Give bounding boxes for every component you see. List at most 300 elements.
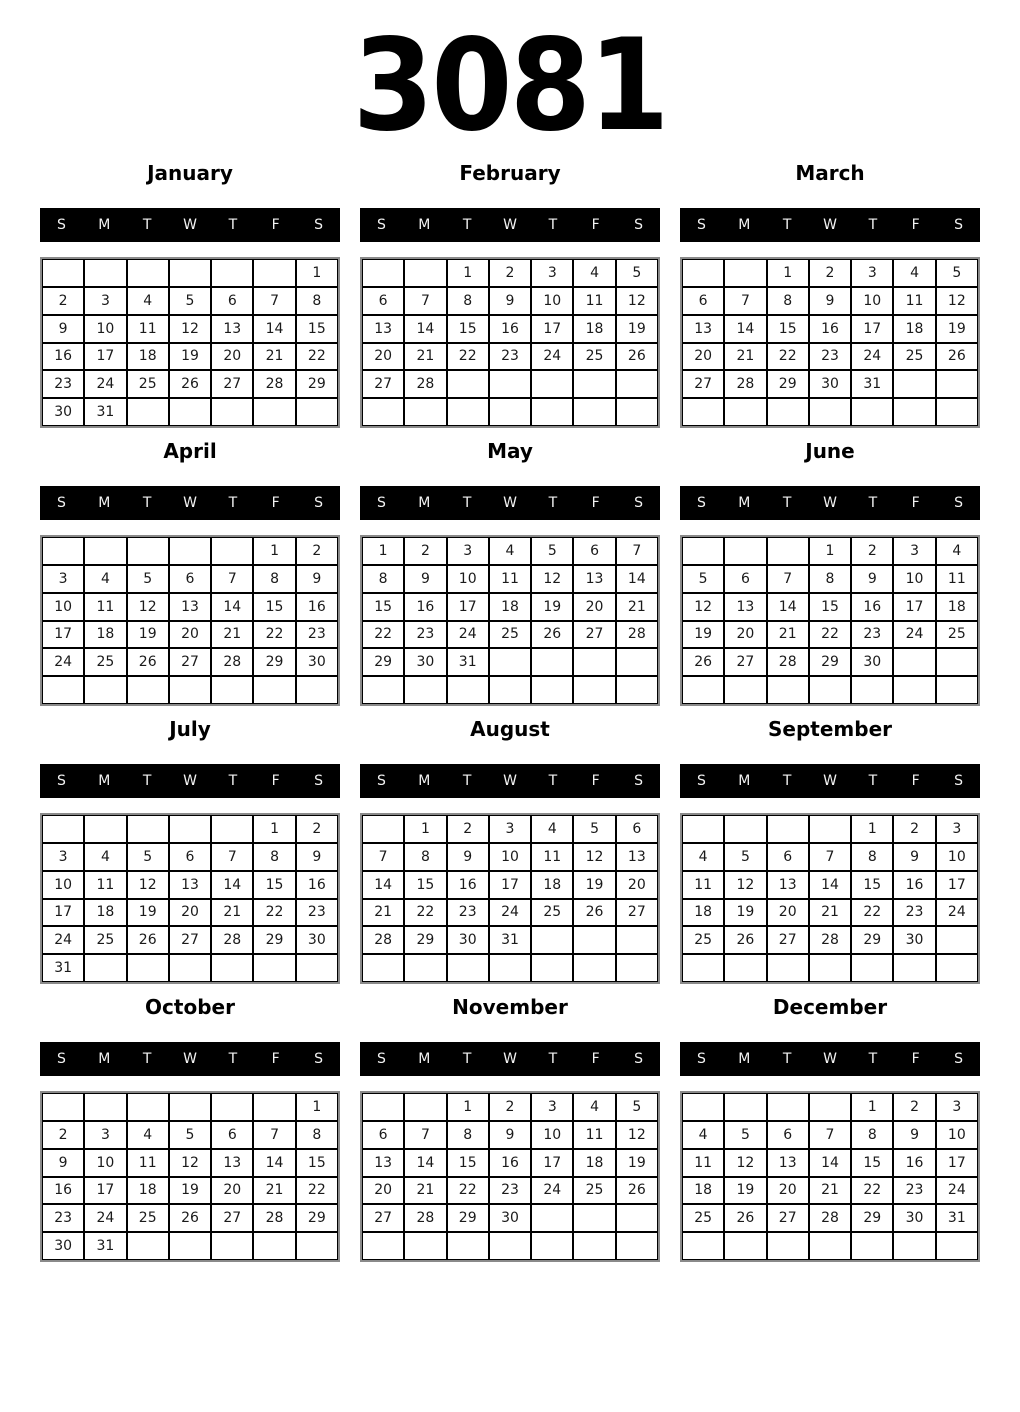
- day-cell-empty: [253, 1232, 295, 1260]
- day-cell: 9: [404, 565, 446, 593]
- day-cell-empty: [362, 1093, 404, 1121]
- day-cell: 25: [682, 1204, 724, 1232]
- weekday-header-cell: S: [376, 217, 386, 233]
- day-cell: 13: [767, 1149, 809, 1177]
- day-cell: 8: [362, 565, 404, 593]
- year-title-text: 3081: [352, 11, 668, 159]
- day-cell: 21: [809, 1177, 851, 1205]
- day-cell-empty: [127, 676, 169, 704]
- day-cell-empty: [211, 259, 253, 287]
- day-cell: 11: [936, 565, 978, 593]
- day-cell-empty: [169, 259, 211, 287]
- weekday-header-cell: T: [868, 495, 878, 511]
- day-cell-empty: [169, 1093, 211, 1121]
- day-cell: 30: [42, 398, 84, 426]
- weekday-header-cell: T: [548, 217, 558, 233]
- day-cell: 12: [531, 565, 573, 593]
- weekday-header-cell: S: [376, 495, 386, 511]
- day-cell: 18: [127, 343, 169, 371]
- weekday-header-cell: S: [634, 495, 644, 511]
- day-cell: 9: [296, 843, 338, 871]
- day-cell: 11: [489, 565, 531, 593]
- day-cell-empty: [851, 1232, 893, 1260]
- day-cell: 23: [489, 1177, 531, 1205]
- weekday-header-cell: F: [271, 495, 280, 511]
- day-cell-empty: [531, 926, 573, 954]
- day-cell-empty: [531, 1204, 573, 1232]
- day-cell: 5: [127, 843, 169, 871]
- day-cell: 27: [682, 370, 724, 398]
- day-cell: 21: [211, 899, 253, 927]
- day-cell: 8: [253, 565, 295, 593]
- day-cell: 9: [447, 843, 489, 871]
- day-cell: 16: [851, 593, 893, 621]
- day-cell: 23: [447, 899, 489, 927]
- day-cell: 7: [362, 843, 404, 871]
- day-cell: 3: [893, 537, 935, 565]
- day-cell: 7: [724, 287, 766, 315]
- day-cell-empty: [84, 954, 126, 982]
- day-cell: 19: [573, 871, 615, 899]
- month-title: June: [805, 439, 855, 463]
- day-grid: [360, 535, 660, 706]
- day-cell: 3: [42, 843, 84, 871]
- day-cell-empty: [616, 648, 658, 676]
- day-cell: 4: [682, 843, 724, 871]
- day-cell: 26: [531, 621, 573, 649]
- weekday-header-cell: F: [911, 1051, 920, 1067]
- day-cell: 12: [169, 1149, 211, 1177]
- day-cell-empty: [84, 537, 126, 565]
- day-cell: 5: [573, 815, 615, 843]
- day-cell: 27: [573, 621, 615, 649]
- day-cell: 19: [724, 899, 766, 927]
- day-cell: 21: [809, 899, 851, 927]
- day-cell-empty: [767, 954, 809, 982]
- day-cell: 1: [253, 537, 295, 565]
- day-cell-empty: [893, 370, 935, 398]
- day-cell: 12: [127, 593, 169, 621]
- weekday-header-cell: M: [418, 495, 431, 511]
- month-title: August: [470, 717, 550, 741]
- day-cell: 5: [682, 565, 724, 593]
- day-cell: 22: [767, 343, 809, 371]
- day-cell: 4: [489, 537, 531, 565]
- day-cell: 29: [296, 1204, 338, 1232]
- weekday-header-cell: T: [228, 773, 238, 789]
- weekday-header-cell: F: [591, 495, 600, 511]
- day-cell: 12: [616, 1121, 658, 1149]
- day-cell: 1: [447, 1093, 489, 1121]
- weekday-header-cell: M: [98, 495, 111, 511]
- day-cell: 15: [253, 593, 295, 621]
- day-cell: 9: [489, 287, 531, 315]
- day-cell-empty: [362, 259, 404, 287]
- day-cell: 18: [489, 593, 531, 621]
- weekday-header-cell: T: [462, 773, 472, 789]
- day-cell: 20: [724, 621, 766, 649]
- day-cell-empty: [404, 676, 446, 704]
- day-cell: 20: [211, 1177, 253, 1205]
- day-cell: 1: [296, 259, 338, 287]
- day-cell: 1: [253, 815, 295, 843]
- weekday-header-cell: S: [314, 1051, 324, 1067]
- day-cell: 25: [573, 1177, 615, 1205]
- weekday-header-cell: S: [696, 217, 706, 233]
- day-cell: 11: [84, 593, 126, 621]
- day-cell: 22: [809, 621, 851, 649]
- day-cell: 7: [253, 287, 295, 315]
- day-cell: 23: [489, 343, 531, 371]
- day-cell-empty: [296, 398, 338, 426]
- day-cell-empty: [767, 1093, 809, 1121]
- day-cell-empty: [893, 676, 935, 704]
- month-august: [360, 705, 660, 983]
- day-cell: 13: [169, 593, 211, 621]
- day-cell: 9: [893, 843, 935, 871]
- day-cell: 1: [851, 815, 893, 843]
- month-june: [680, 427, 980, 705]
- day-cell-empty: [489, 398, 531, 426]
- day-cell: 4: [682, 1121, 724, 1149]
- day-cell: 22: [404, 899, 446, 927]
- day-cell-empty: [211, 1093, 253, 1121]
- day-cell: 21: [767, 621, 809, 649]
- day-cell-empty: [296, 1232, 338, 1260]
- day-cell: 22: [253, 899, 295, 927]
- day-cell: 30: [851, 648, 893, 676]
- day-cell: 13: [169, 871, 211, 899]
- day-cell: 22: [447, 1177, 489, 1205]
- day-cell-empty: [211, 954, 253, 982]
- day-cell: 28: [253, 370, 295, 398]
- weekday-header-cell: S: [696, 773, 706, 789]
- day-cell: 8: [851, 1121, 893, 1149]
- day-cell: 23: [296, 621, 338, 649]
- day-cell-empty: [682, 1093, 724, 1121]
- day-cell-empty: [616, 926, 658, 954]
- day-cell-empty: [42, 1093, 84, 1121]
- day-cell: 14: [724, 315, 766, 343]
- day-cell: 26: [682, 648, 724, 676]
- day-cell-empty: [616, 1232, 658, 1260]
- day-cell-empty: [211, 537, 253, 565]
- day-cell: 8: [447, 287, 489, 315]
- day-cell: 26: [616, 1177, 658, 1205]
- day-cell-empty: [724, 1232, 766, 1260]
- day-cell-empty: [809, 1093, 851, 1121]
- day-cell: 14: [211, 871, 253, 899]
- day-cell: 2: [851, 537, 893, 565]
- day-cell: 6: [362, 287, 404, 315]
- day-cell: 27: [616, 899, 658, 927]
- weekday-header-row: [40, 208, 340, 242]
- month-title: November: [452, 995, 568, 1019]
- weekday-header-cell: T: [142, 773, 152, 789]
- day-cell: 2: [42, 1121, 84, 1149]
- day-cell-empty: [489, 676, 531, 704]
- weekday-header-cell: T: [142, 495, 152, 511]
- day-cell: 28: [211, 926, 253, 954]
- day-cell: 1: [809, 537, 851, 565]
- weekday-header-cell: S: [954, 495, 964, 511]
- weekday-header-cell: T: [462, 217, 472, 233]
- day-grid: [40, 535, 340, 706]
- day-cell: 7: [404, 1121, 446, 1149]
- day-cell: 5: [616, 1093, 658, 1121]
- day-cell: 17: [489, 871, 531, 899]
- weekday-header-cell: W: [823, 773, 837, 789]
- day-cell: 15: [447, 315, 489, 343]
- day-cell-empty: [127, 1093, 169, 1121]
- day-cell-empty: [169, 537, 211, 565]
- day-cell-empty: [767, 676, 809, 704]
- day-cell: 12: [682, 593, 724, 621]
- day-cell: 1: [404, 815, 446, 843]
- day-cell: 24: [42, 648, 84, 676]
- day-cell-empty: [616, 954, 658, 982]
- day-cell: 30: [489, 1204, 531, 1232]
- day-grid: [360, 257, 660, 428]
- day-cell: 18: [84, 899, 126, 927]
- day-cell-empty: [253, 259, 295, 287]
- weekday-header-cell: T: [548, 495, 558, 511]
- day-cell-empty: [447, 370, 489, 398]
- day-cell-empty: [936, 676, 978, 704]
- day-cell-empty: [851, 398, 893, 426]
- day-cell: 10: [42, 593, 84, 621]
- day-cell: 23: [809, 343, 851, 371]
- day-cell: 29: [851, 1204, 893, 1232]
- day-cell: 9: [489, 1121, 531, 1149]
- day-cell: 18: [127, 1177, 169, 1205]
- day-cell: 4: [936, 537, 978, 565]
- day-cell: 12: [573, 843, 615, 871]
- day-cell: 10: [531, 287, 573, 315]
- day-cell: 31: [489, 926, 531, 954]
- day-cell: 30: [296, 926, 338, 954]
- day-cell: 29: [296, 370, 338, 398]
- weekday-header-cell: T: [142, 1051, 152, 1067]
- day-cell: 6: [169, 843, 211, 871]
- day-cell: 21: [253, 343, 295, 371]
- day-cell: 3: [531, 1093, 573, 1121]
- day-cell: 15: [253, 871, 295, 899]
- day-cell-empty: [42, 259, 84, 287]
- day-grid: [680, 813, 980, 984]
- day-cell: 10: [447, 565, 489, 593]
- day-cell: 29: [767, 370, 809, 398]
- day-cell: 11: [573, 1121, 615, 1149]
- day-cell-empty: [809, 676, 851, 704]
- day-cell: 15: [362, 593, 404, 621]
- day-cell: 4: [531, 815, 573, 843]
- day-cell: 19: [616, 315, 658, 343]
- day-cell: 11: [682, 871, 724, 899]
- day-cell: 23: [296, 899, 338, 927]
- day-cell-empty: [682, 676, 724, 704]
- day-cell-empty: [724, 259, 766, 287]
- day-cell: 29: [253, 648, 295, 676]
- day-cell: 27: [724, 648, 766, 676]
- day-cell: 27: [169, 648, 211, 676]
- day-cell: 19: [616, 1149, 658, 1177]
- weekday-header-cell: F: [911, 495, 920, 511]
- day-cell: 19: [936, 315, 978, 343]
- weekday-header-row: [680, 764, 980, 798]
- weekday-header-cell: W: [183, 495, 197, 511]
- day-cell: 4: [573, 1093, 615, 1121]
- weekday-header-cell: T: [782, 495, 792, 511]
- weekday-header-cell: T: [782, 773, 792, 789]
- day-cell: 24: [531, 343, 573, 371]
- day-cell: 8: [767, 287, 809, 315]
- weekday-header-cell: S: [314, 217, 324, 233]
- day-cell: 16: [447, 871, 489, 899]
- day-cell: 25: [84, 926, 126, 954]
- day-cell: 31: [84, 1232, 126, 1260]
- weekday-header-cell: M: [98, 1051, 111, 1067]
- day-cell: 28: [809, 1204, 851, 1232]
- day-cell: 17: [893, 593, 935, 621]
- day-cell: 5: [724, 1121, 766, 1149]
- month-title: March: [795, 161, 865, 185]
- weekday-header-cell: F: [271, 773, 280, 789]
- day-cell: 18: [573, 1149, 615, 1177]
- day-cell: 10: [851, 287, 893, 315]
- day-cell: 14: [809, 1149, 851, 1177]
- day-cell: 20: [169, 899, 211, 927]
- day-cell: 15: [296, 1149, 338, 1177]
- day-cell: 5: [724, 843, 766, 871]
- weekday-header-cell: W: [823, 1051, 837, 1067]
- day-cell-empty: [362, 676, 404, 704]
- day-cell: 26: [127, 926, 169, 954]
- weekday-header-cell: T: [228, 495, 238, 511]
- day-cell: 19: [682, 621, 724, 649]
- month-title: April: [163, 439, 217, 463]
- weekday-header-cell: W: [823, 495, 837, 511]
- day-cell: 23: [851, 621, 893, 649]
- day-cell: 31: [936, 1204, 978, 1232]
- day-cell: 15: [809, 593, 851, 621]
- day-cell: 2: [489, 1093, 531, 1121]
- day-cell-empty: [682, 1232, 724, 1260]
- day-cell-empty: [682, 954, 724, 982]
- day-cell: 14: [253, 315, 295, 343]
- day-cell: 14: [767, 593, 809, 621]
- day-cell-empty: [809, 1232, 851, 1260]
- day-cell: 8: [404, 843, 446, 871]
- day-cell: 26: [936, 343, 978, 371]
- day-cell: 9: [42, 315, 84, 343]
- month-july: [40, 705, 340, 983]
- day-cell: 10: [42, 871, 84, 899]
- day-cell: 24: [936, 899, 978, 927]
- day-cell: 10: [84, 1149, 126, 1177]
- weekday-header-cell: T: [782, 217, 792, 233]
- day-cell: 24: [84, 1204, 126, 1232]
- day-cell-empty: [851, 676, 893, 704]
- day-cell-empty: [724, 537, 766, 565]
- day-cell: 17: [936, 871, 978, 899]
- day-cell: 23: [404, 621, 446, 649]
- day-cell-empty: [936, 1232, 978, 1260]
- month-november: [360, 983, 660, 1261]
- day-cell: 16: [42, 343, 84, 371]
- day-cell-empty: [211, 398, 253, 426]
- month-title: February: [459, 161, 561, 185]
- day-cell-empty: [531, 370, 573, 398]
- weekday-header-cell: T: [228, 217, 238, 233]
- day-cell-empty: [211, 1232, 253, 1260]
- day-cell: 28: [211, 648, 253, 676]
- day-cell: 6: [211, 287, 253, 315]
- day-cell: 6: [767, 843, 809, 871]
- day-cell-empty: [489, 1232, 531, 1260]
- day-cell: 1: [362, 537, 404, 565]
- day-cell: 25: [936, 621, 978, 649]
- day-cell: 2: [296, 815, 338, 843]
- day-cell: 30: [42, 1232, 84, 1260]
- weekday-header-row: [360, 1042, 660, 1076]
- day-cell: 24: [42, 926, 84, 954]
- day-cell: 13: [616, 843, 658, 871]
- weekday-header-cell: T: [868, 773, 878, 789]
- day-cell-empty: [84, 1093, 126, 1121]
- day-cell: 16: [42, 1177, 84, 1205]
- day-cell: 13: [211, 315, 253, 343]
- day-grid: [680, 1091, 980, 1262]
- day-cell: 14: [404, 1149, 446, 1177]
- day-cell: 27: [362, 1204, 404, 1232]
- day-cell: 17: [42, 621, 84, 649]
- day-cell: 9: [809, 287, 851, 315]
- day-cell: 28: [809, 926, 851, 954]
- day-cell-empty: [573, 648, 615, 676]
- day-cell-empty: [573, 1232, 615, 1260]
- day-cell: 28: [616, 621, 658, 649]
- day-cell: 29: [851, 926, 893, 954]
- day-cell: 11: [531, 843, 573, 871]
- day-cell: 26: [724, 926, 766, 954]
- weekday-header-cell: M: [418, 773, 431, 789]
- day-cell: 19: [169, 343, 211, 371]
- weekday-header-cell: T: [462, 1051, 472, 1067]
- day-cell: 25: [893, 343, 935, 371]
- day-cell: 22: [296, 1177, 338, 1205]
- day-cell: 31: [42, 954, 84, 982]
- day-cell: 3: [489, 815, 531, 843]
- weekday-header-row: [680, 1042, 980, 1076]
- day-cell: 30: [893, 926, 935, 954]
- day-cell: 5: [169, 287, 211, 315]
- day-cell: 21: [724, 343, 766, 371]
- weekday-header-cell: M: [738, 217, 751, 233]
- weekday-header-cell: S: [56, 495, 66, 511]
- day-cell: 4: [127, 287, 169, 315]
- weekday-header-row: [360, 208, 660, 242]
- day-cell: 7: [211, 843, 253, 871]
- day-cell: 24: [489, 899, 531, 927]
- day-cell: 22: [362, 621, 404, 649]
- weekday-header-cell: T: [868, 1051, 878, 1067]
- day-cell: 27: [767, 1204, 809, 1232]
- day-grid: [360, 1091, 660, 1262]
- day-cell: 22: [253, 621, 295, 649]
- day-cell: 16: [296, 871, 338, 899]
- day-cell: 16: [404, 593, 446, 621]
